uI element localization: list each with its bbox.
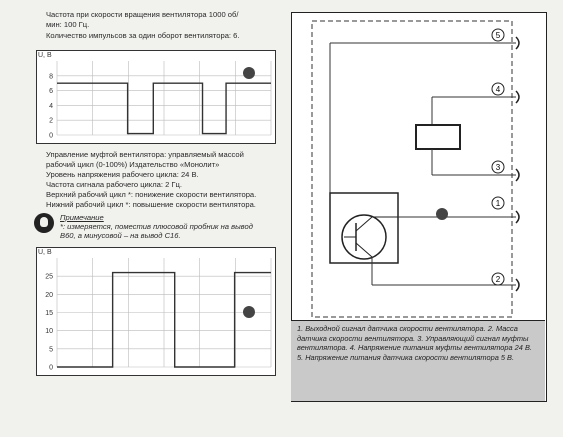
pin-label-2: 2 [495,275,501,284]
chart-1-ylabel: U, В [38,52,52,59]
control-text-6: Нижний рабочий цикл *: повышение скорости вентилятора. [46,200,256,209]
relay-coil [416,125,460,149]
y-tick-label: 10 [45,328,53,336]
pin-label-4: 4 [495,85,501,94]
diagram-caption [291,320,545,401]
y-tick-label: 8 [49,73,53,81]
y-tick-label: 5 [49,346,53,354]
y-tick-label: 0 [49,364,53,372]
oscillogram-fan-speed [36,50,276,144]
note-title: Примечание [60,213,104,222]
sensor-box [330,193,398,263]
y-tick-label: 4 [49,102,53,110]
caption-text: 1. Выходной сигнал датчика скорости вентилятора. 2. Масса датчика скорости вентилятора. 3. Управляющий сигнал муфты вентилятора. 4. Напряжение питания муфты вентилятора 24 В. 5. Напряжение питания датчика скорости вентилятора 5 В. [297,324,532,362]
terminal-5 [516,37,519,49]
y-tick-label: 2 [49,117,53,125]
connector-outline [312,21,512,317]
freq-text: Частота при скорости вращения вентилятора 1000 об/ [46,10,239,19]
note-line-1: *: измеряется, поместив плюсовой пробник на вывод [60,222,253,231]
oscillogram-clutch-control [36,247,276,376]
chart-1-svg [37,51,275,143]
probe-icon [436,208,448,220]
y-tick-label: 6 [49,88,53,96]
terminal-2 [516,279,519,291]
terminal-1 [516,211,519,223]
chart-2-ylabel: U, В [38,249,52,256]
probe-icon [243,306,255,318]
terminal-4 [516,91,519,103]
pin-label-1: 1 [495,199,501,208]
control-text-1: Управление муфтой вентилятора: управляемый массой [46,150,244,159]
y-tick-label: 25 [45,273,53,281]
pin-label-3: 3 [495,163,501,172]
y-tick-label: 20 [45,291,53,299]
y-tick-label: 15 [45,310,53,317]
control-text-2: рабочий цикл (0-100%) Издательство «Монолит» [46,160,220,169]
pulse-count-text: Количество импульсов за один оборот вентилятора: 6. [46,31,240,40]
y-tick-label: 0 [49,132,53,140]
probe-icon [243,67,255,79]
terminal-3 [516,169,519,181]
lightbulb-icon [34,213,54,233]
control-text-5: Верхний рабочий цикл *: понижение скорости вентилятора. [46,190,257,199]
chart-2-svg [37,248,275,375]
control-text-4: Частота сигнала рабочего цикла: 2 Гц. [46,180,182,189]
control-text-3: Уровень напряжения рабочего цикла: 24 В. [46,170,199,179]
freq-text-2: мин: 100 Гц. [46,20,90,29]
pin-label-5: 5 [495,31,501,40]
note-line-2: В60, а минусовой – на вывод С16. [60,231,181,240]
